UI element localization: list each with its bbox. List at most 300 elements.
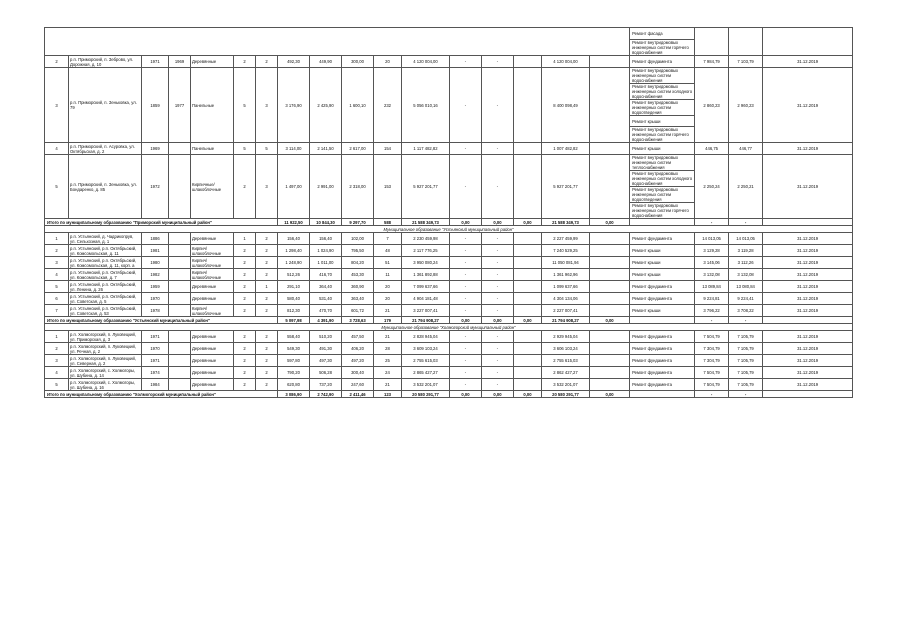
unit-cost: 7 504,79 [695,367,729,379]
living-area: 2 141,50 [310,143,342,155]
building-address: р.п. Приморский, п. Асуровка, ул. Октябрьская, д. 2 [69,143,142,155]
unit-cost: 7 504,79 [695,331,729,343]
row-number: 4 [45,143,69,155]
municipality-total-row [45,391,853,398]
wall-material: Панельные [191,68,234,143]
unit-cost-max: 3 112,26 [729,257,763,269]
section-heading: Муниципальное образование "Холмогорский муниципальный район" [45,324,853,331]
funding-regional: - [482,233,514,245]
blank-cell [630,219,695,226]
work-type: Ремонт фундамента [630,281,695,293]
entrances: 1 [256,281,278,293]
blank-cell [729,28,763,56]
funding-regional: - [482,343,514,355]
work-type: Ремонт крыши [630,305,695,317]
funding-owners: 1 007 482,82 [542,143,590,155]
funding-owners: 2 862 427,27 [542,367,590,379]
total-f2: 0,00 [482,391,514,398]
living-area: 510,20 [310,331,342,343]
year-reconstructed [169,367,191,379]
work-type: Ремонт внутридомовых инженерных систем горячего водоснабжения [630,40,695,56]
row-number: 3 [45,257,69,269]
wall-material: Кирпич/ шлакоблочные [191,257,234,269]
work-type: Ремонт внутридомовых инженерных систем горячего водоснабжения [630,203,695,219]
floors: 1 [234,233,256,245]
unit-cost-max: 2 250,21 [729,155,763,219]
blank-cell [590,68,630,143]
floors: 2 [234,56,256,68]
total-unit-cost-max: - [729,317,763,324]
entrances: 2 [256,343,278,355]
funding-owners: 1 361 962,96 [542,269,590,281]
wall-material: Деревянные [191,281,234,293]
total-total: 21 588 349,73 [402,219,450,226]
residents-count: 28 [374,343,402,355]
work-type: Ремонт внутридомовых инженерных систем водоснабжения [630,68,695,84]
blank-cell [590,233,630,245]
funding-local [514,56,542,68]
table-row [45,155,853,171]
funding-regional: - [482,367,514,379]
residents-count: 51 [374,257,402,269]
year-built: 1886 [142,233,169,245]
funding-regional: - [482,56,514,68]
residents-count: 7 [374,233,402,245]
living-area: 497,30 [310,355,342,367]
year-reconstructed [169,269,191,281]
total-ar2: 4 391,90 [310,317,342,324]
residential-area: 247,60 [342,379,374,391]
funding-local [514,379,542,391]
completion-date: 31.12.2019 [763,257,853,269]
unit-cost: 2 250,24 [695,155,729,219]
completion-date: 31.12.2019 [763,233,853,245]
floors: 2 [234,269,256,281]
residential-area: 1 600,10 [342,68,374,143]
funding-local [514,367,542,379]
year-built: 1971 [142,56,169,68]
total-f4: 21 588 349,73 [542,219,590,226]
total-unit-cost: - [695,219,729,226]
funding-local [514,305,542,317]
unit-cost: 446,75 [695,143,729,155]
total-area: 1 248,90 [278,257,310,269]
entrances: 2 [256,233,278,245]
blank-cell [590,143,630,155]
living-area: 1 024,90 [310,245,342,257]
blank-cell [630,317,695,324]
unit-cost-max: 9 224,41 [729,293,763,305]
completion-date: 31.12.2019 [763,269,853,281]
residents-count: 25 [374,355,402,367]
funding-federal: - [450,143,482,155]
funding-federal: - [450,305,482,317]
building-address: р.п. Устьянский, р.п. Октябрьский, ул. Комсомольская, д. 11, корп. а [69,257,142,269]
unit-cost-max: 446,77 [729,143,763,155]
total-label: Итого по муниципальному образованию "Приморский муниципальный район" [45,219,278,226]
year-reconstructed [169,379,191,391]
total-f1: 0,00 [450,219,482,226]
funding-regional: - [482,305,514,317]
total-f4: 21 794 908,27 [542,317,590,324]
municipality-total-row [45,219,853,226]
funding-local [514,343,542,355]
total-f1: 0,00 [450,317,482,324]
year-reconstructed [169,305,191,317]
work-type: Ремонт фундамента [630,293,695,305]
floors: 2 [234,155,256,219]
blank-cell [590,293,630,305]
year-reconstructed [169,257,191,269]
residents-count: 21 [374,305,402,317]
table-row [45,367,853,379]
row-number: 3 [45,355,69,367]
table-row [45,257,853,269]
work-type: Ремонт внутридомовых инженерных систем горячего водоснабжения [630,127,695,143]
blank-cell [630,391,695,398]
year-reconstructed [169,245,191,257]
total-area: 549,30 [278,343,310,355]
section-heading: Муниципальное образование "Устьянский муниципальный район" [45,226,853,233]
building-address: р.п. Устьянский, р.п. Октябрьский, ул. Ленина, д. 26 [69,281,142,293]
table-body [45,28,853,398]
blank-cell [590,331,630,343]
completion-date: 31.12.2019 [763,305,853,317]
year-built: 1978 [142,305,169,317]
repair-cost-total: 2 865 427,27 [402,367,450,379]
table-row [45,293,853,305]
table-row [45,233,853,245]
total-area: 580,40 [278,293,310,305]
floors: 5 [234,68,256,143]
total-area: 492,30 [278,56,310,68]
funding-owners: 4 120 004,00 [542,56,590,68]
funding-regional: - [482,155,514,219]
row-number: 4 [45,367,69,379]
unit-cost-max: 3 119,28 [729,245,763,257]
funding-federal: - [450,56,482,68]
living-area: 1 011,00 [310,257,342,269]
total-area: 11 922,50 [278,219,310,226]
living-area: 156,40 [310,233,342,245]
table-row [45,305,853,317]
building-address: р.п. Приморский, п. Зеньковка, ул. Бондаренко, д. 85 [69,155,142,219]
blank-cell [763,219,853,226]
funding-federal: - [450,269,482,281]
funding-local [514,331,542,343]
funding-regional: - [482,293,514,305]
unit-cost-max: 7 103,79 [729,56,763,68]
entrances: 2 [256,367,278,379]
repair-cost-total: 3 532 201,07 [402,379,450,391]
unit-cost-max: 3 132,08 [729,269,763,281]
total-f5: 0,00 [590,391,630,398]
total-ar2: 2 742,90 [310,391,342,398]
total-f3: 0,00 [514,391,542,398]
funding-owners: 4 304 134,06 [542,293,590,305]
funding-owners: 2 929 945,04 [542,331,590,343]
row-number: 3 [45,68,69,143]
entrances: 5 [256,143,278,155]
year-reconstructed [169,331,191,343]
year-built: 1959 [142,281,169,293]
living-area: 2 425,90 [310,68,342,143]
funding-federal: - [450,155,482,219]
blank-cell [763,28,853,56]
repair-cost-total: 2 117 776,25 [402,245,450,257]
repair-cost-total: 5 927 201,77 [402,155,450,219]
entrances: 2 [256,257,278,269]
unit-cost-max: 7 105,79 [729,343,763,355]
building-address: р.п. Холмогорский, с. Холмогоры, ул. Шубина, д. 14 [69,367,142,379]
residential-area: 497,20 [342,355,374,367]
funding-local [514,293,542,305]
entrances: 2 [256,245,278,257]
funding-owners: 7 240 529,25 [542,245,590,257]
residents-count: 24 [374,367,402,379]
residential-area: 804,20 [342,257,374,269]
blank-cell [763,317,853,324]
total-label: Итого по муниципальному образованию "Устьянский муниципальный район" [45,317,278,324]
residents-count: 11 [374,269,402,281]
completion-date: 31.12.2019 [763,331,853,343]
total-ar2: 10 844,30 [310,219,342,226]
wall-material: Кирпич/ шлакоблочные [191,245,234,257]
floors: 2 [234,343,256,355]
living-area: 737,20 [310,379,342,391]
total-area: 3 114,00 [278,143,310,155]
funding-local [514,68,542,143]
floors: 2 [234,281,256,293]
residents-count: 21 [374,379,402,391]
work-type: Ремонт внутридомовых инженерных систем теплоснабжения [630,155,695,171]
residents-count: 20 [374,281,402,293]
document-page [44,27,853,398]
unit-cost: 3 796,22 [695,305,729,317]
table-row [45,331,853,343]
funding-owners: 1 099 637,66 [542,281,590,293]
total-f3: 0,00 [514,317,542,324]
row-number: 2 [45,245,69,257]
total-area: 3 086,90 [278,391,310,398]
unit-cost: 7 304,79 [695,355,729,367]
building-address: р.п. Устьянский, р.п. Октябрьский, ул. Комсомольская, д. 11 [69,245,142,257]
row-number: 5 [45,281,69,293]
floors: 2 [234,331,256,343]
year-built: 1972 [142,155,169,219]
building-address: р.п. Холмогорский, п. Луковецкий, ул. Северная, д. 2 [69,355,142,367]
blank-cell [590,343,630,355]
total-area: 291,10 [278,281,310,293]
work-type: Ремонт внутридомовых инженерных систем холодного водоснабжения [630,84,695,100]
total-area: 5 097,98 [278,317,310,324]
total-total: 20 580 291,77 [402,391,450,398]
completion-date: 31.12.2019 [763,379,853,391]
residents-count: 48 [374,245,402,257]
residential-area: 2 617,00 [342,143,374,155]
floors: 5 [234,143,256,155]
total-unit-cost-max: - [729,219,763,226]
total-area: 156,40 [278,233,310,245]
row-number: 1 [45,233,69,245]
work-type: Ремонт фундамента [630,379,695,391]
section-heading-row [45,226,853,233]
residential-area: 2 318,00 [342,155,374,219]
total-ppl: 179 [374,317,402,324]
funding-regional: - [482,331,514,343]
building-address: р.п. Приморский, п. Зеньковка, ул. 79 [69,68,142,143]
living-area: 2 991,00 [310,155,342,219]
work-type: Ремонт фасада [630,28,695,40]
funding-owners: 5 927 201,77 [542,155,590,219]
unit-cost: 2 860,23 [695,68,729,143]
entrances: 2 [256,331,278,343]
total-area: 620,80 [278,379,310,391]
unit-cost-max: 3 708,22 [729,305,763,317]
unit-cost: 7 984,79 [695,56,729,68]
residential-area: 457,50 [342,331,374,343]
residential-area: 406,20 [342,343,374,355]
floors: 2 [234,379,256,391]
residential-area: 601,72 [342,305,374,317]
work-type: Ремонт фундамента [630,331,695,343]
unit-cost: 7 504,79 [695,379,729,391]
section-heading-row [45,324,853,331]
entrances: 3 [256,155,278,219]
residents-count: 154 [374,143,402,155]
residential-area: 300,40 [342,367,374,379]
total-area: 812,30 [278,305,310,317]
residential-area: 363,40 [342,293,374,305]
row-number: 2 [45,56,69,68]
completion-date: 31.12.2019 [763,56,853,68]
blank-cell [590,305,630,317]
blank-cell [590,56,630,68]
table-row [45,245,853,257]
row-number: 5 [45,155,69,219]
funding-regional: - [482,281,514,293]
repair-cost-total: 1 361 892,88 [402,269,450,281]
total-area: 512,26 [278,269,310,281]
work-type: Ремонт крыши [630,257,695,269]
funding-owners: 2 227 459,99 [542,233,590,245]
entrances: 2 [256,293,278,305]
total-area: 597,80 [278,355,310,367]
row-number: 5 [45,379,69,391]
total-ar3: 2 411,46 [342,391,374,398]
total-area: 3 176,90 [278,68,310,143]
building-address: р.п. Устьянский, р.п. Октябрьский, ул. Советская, д. 53 [69,305,142,317]
work-type: Ремонт фундамента [630,343,695,355]
floors: 2 [234,305,256,317]
total-unit-cost: - [695,391,729,398]
funding-owners: 3 532 201,07 [542,379,590,391]
unit-cost: 7 304,79 [695,343,729,355]
wall-material: Деревянные [191,379,234,391]
funding-local [514,233,542,245]
funding-federal: - [450,68,482,143]
floors: 2 [234,257,256,269]
work-type: Ремонт внутридомовых инженерных систем водоотведения [630,100,695,116]
building-address: р.п. Приморский, п. Зеброво, ул. Дорожная, д. 10 [69,56,142,68]
year-reconstructed: 1969 [169,56,191,68]
total-f2: 0,00 [482,317,514,324]
year-built: 1981 [142,245,169,257]
wall-material: Кирпич/ шлакоблочные [191,269,234,281]
unit-cost: 14 013,05 [695,233,729,245]
total-f2: 0,00 [482,219,514,226]
municipality-total-row [45,317,853,324]
unit-cost-max: 13 080,84 [729,281,763,293]
blank-cell [590,281,630,293]
funding-local [514,143,542,155]
funding-regional: - [482,245,514,257]
funding-federal: - [450,379,482,391]
blank-cell [590,155,630,219]
work-type: Ремонт фундамента [630,56,695,68]
table-row [45,269,853,281]
row-number: 7 [45,305,69,317]
funding-local [514,245,542,257]
work-type: Ремонт внутридомовых инженерных систем водоотведения [630,187,695,203]
residents-count: 20 [374,56,402,68]
funding-regional: - [482,257,514,269]
year-reconstructed [169,355,191,367]
total-label: Итого по муниципальному образованию "Холмогорский муниципальный район" [45,391,278,398]
funding-regional: - [482,68,514,143]
repair-cost-total: 2 230 459,98 [402,233,450,245]
total-ar3: 3 728,63 [342,317,374,324]
funding-federal: - [450,245,482,257]
funding-owners: 2 755 615,03 [542,355,590,367]
unit-cost-max: 14 013,05 [729,233,763,245]
blank-cell [590,245,630,257]
funding-owners: 2 227 007,41 [542,305,590,317]
total-f3: 0,00 [514,219,542,226]
row-number: 1 [45,331,69,343]
repair-cost-total: 3 609 103,24 [402,343,450,355]
building-address: р.п. Холмогорский, п. Луковецкий, ул. Речная, д. 2 [69,343,142,355]
building-address: р.п. Устьянский, р.п. Октябрьский, ул. Советская, д. 5 [69,293,142,305]
completion-date: 31.12.2019 [763,143,853,155]
residential-area: 300,00 [342,56,374,68]
residents-count: 20 [374,293,402,305]
work-type: Ремонт крыши [630,269,695,281]
residential-area: 453,30 [342,269,374,281]
entrances: 2 [256,355,278,367]
wall-material: Панельные [191,143,234,155]
table-row [45,379,853,391]
repair-cost-total: 5 056 010,16 [402,68,450,143]
completion-date: 31.12.2019 [763,367,853,379]
table-row [45,143,853,155]
total-ar3: 9 297,70 [342,219,374,226]
total-area: 790,20 [278,367,310,379]
floors: 2 [234,293,256,305]
total-ppl: 123 [374,391,402,398]
residents-count: 232 [374,68,402,143]
completion-date: 31.12.2019 [763,281,853,293]
building-address: р.п. Холмогорский, п. Луковецкий, ул. Приморская, д. 3 [69,331,142,343]
row-number: 6 [45,293,69,305]
repair-cost-total: 7 099 637,66 [402,281,450,293]
wall-material: Деревянные [191,343,234,355]
wall-material: Деревянные [191,56,234,68]
residents-count: 21 [374,331,402,343]
year-reconstructed [169,143,191,155]
funding-local [514,257,542,269]
year-reconstructed: 1977 [169,68,191,143]
